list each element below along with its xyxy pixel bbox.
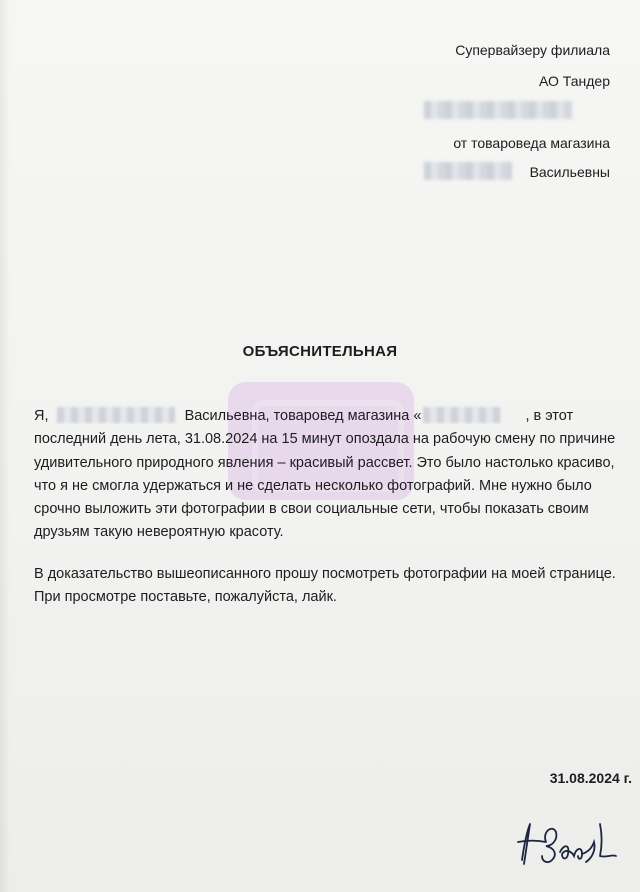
page-edge-shadow [0, 0, 10, 892]
paragraph-1-after-shop: , в этот [525, 408, 574, 424]
recipient-line-1: Супервайзеру филиала [455, 42, 610, 58]
sender-line-1: от товароведа магазина [453, 135, 610, 151]
paragraph-1-rest: последний день лета, 31.08.2024 на 15 минут опоздала на рабочую смену по причине удивительного природного явления – красивый рассвет. Это было настолько красиво, что я не смогла удержаться и не сделать несколько фотографий. Мне нужно было срочно выложить эти фотографии в свои социальные сети, чтобы показать своим друзьям такую невероятную красоту. [34, 431, 616, 541]
redacted-shop-name [423, 407, 501, 423]
paragraph-2: В доказательство вышеописанного прошу посмотреть фотографии на моей странице. При просмотре поставьте, пожалуйста, лайк. [34, 566, 616, 606]
redacted-name-sender [424, 162, 512, 180]
sender-line-2: Васильевны [529, 164, 610, 180]
redacted-name-recipient [424, 101, 572, 119]
document-title: ОБЪЯСНИТЕЛЬНАЯ [242, 343, 398, 360]
paragraph-1-first-line [34, 405, 624, 428]
paragraph-1-start: Я, [34, 408, 49, 424]
paragraph-1-name-part: Васильевна, товаровед магазина « [184, 408, 422, 424]
recipient-line-2: АО Тандер [539, 73, 610, 89]
handwritten-signature [512, 812, 620, 878]
paragraph-1 [34, 405, 624, 545]
redacted-surname [57, 407, 175, 423]
document-date: 31.08.2024 г. [549, 770, 632, 786]
